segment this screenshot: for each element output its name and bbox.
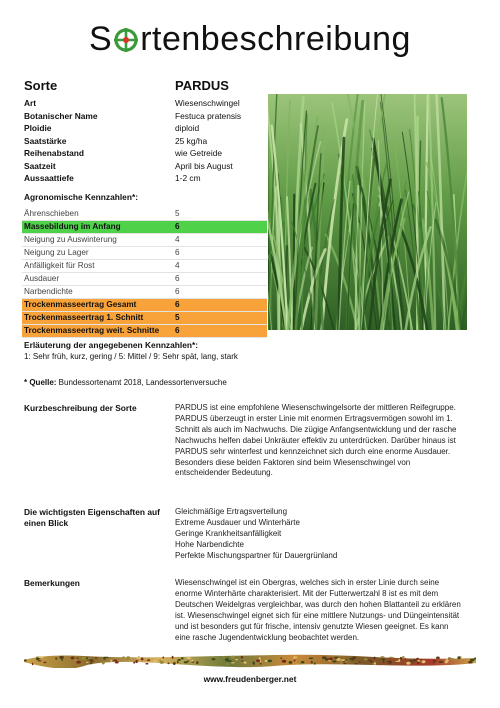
seed-banner — [24, 652, 476, 668]
text-line: Deutschen Weidelgras vergleichbar, was durch den hohen Blattanteil zu erklären — [175, 599, 461, 609]
text-line: Nachwuchs helfen dabei Unkräuter effektiv zu unterdrücken. Darüber hinaus ist — [175, 435, 456, 445]
row-value: 5 — [175, 209, 180, 218]
list-item: Geringe Krankheitsanfälligkeit — [175, 528, 282, 538]
list-item: Extreme Ausdauer und Winterhärte — [175, 517, 300, 527]
fact-value: 25 kg/ha — [175, 135, 208, 146]
table-row — [22, 299, 267, 312]
fact-value: wie Getreide — [175, 148, 223, 158]
row-value: 6 — [175, 326, 180, 335]
table-row — [22, 273, 267, 286]
explanation-heading: Erläuterung der angegebenen Kennzahlen*: — [24, 340, 199, 350]
list-item: Perfekte Mischungspartner für Dauergrünland — [175, 550, 338, 560]
text-line: PARDUS ist eine empfohlene Wiesenschwingelsorte der mittleren Reifegruppe. — [175, 403, 456, 412]
text-line: PARDUS sehr winterfest und kennzeichnet sich durch eine enorme Ausdauer. — [175, 446, 451, 456]
table-row — [22, 221, 267, 234]
agronomic-heading: Agronomische Kennzahlen*: — [24, 192, 139, 202]
fact-value: 1-2 cm — [175, 173, 201, 183]
fact-label: Saatstärke — [24, 135, 67, 146]
fact-label: Reihenabstand — [24, 148, 85, 158]
table-row — [22, 260, 267, 273]
row-value: 6 — [175, 287, 180, 296]
row-label: Neigung zu Lager — [24, 248, 89, 257]
table-row — [22, 208, 267, 221]
footer-url[interactable]: www.freudenberger.net — [203, 674, 297, 684]
table-row — [22, 234, 267, 247]
text-line: enorme Winterhärte charakterisiert. Mit der Futterwertzahl 8 ist es mit dem — [175, 588, 439, 598]
row-value: 6 — [175, 222, 180, 231]
bemerkungen-text — [175, 578, 467, 643]
kurzbeschreibung-text — [175, 403, 467, 479]
table-row — [22, 312, 267, 325]
fact-label: Aussaattiefe — [24, 173, 74, 183]
text-line: und ist besonders gut für frische, intensiv genutzte Wiesen geeignet. Es kann — [175, 621, 449, 631]
grass-image-icon — [268, 94, 467, 330]
grass-photo — [268, 94, 467, 330]
fact-label: Art — [24, 98, 37, 108]
text-line: Wiesenschwingel ist ein Obergras, welches sich in erster Linie durch seine — [175, 578, 440, 587]
bemerkungen-heading — [24, 578, 169, 589]
page-title — [0, 20, 500, 59]
fact-value: Festuca pratensis — [175, 110, 242, 121]
sorte-label: Sorte — [24, 78, 58, 93]
row-value: 4 — [175, 235, 180, 244]
fact-label: Botanischer Name — [24, 110, 98, 121]
row-label: Narbendichte — [24, 287, 73, 296]
title-suffix: rtenbeschreibung — [140, 20, 411, 58]
explanation-text: 1: Sehr früh, kurz, gering / 5: Mittel / 9: Sehr spät, lang, stark — [24, 352, 238, 361]
row-label: Ährenschieben — [24, 209, 79, 218]
text-line: Besonders diese beiden Faktoren sind beim Wiesenschwingel von — [175, 457, 411, 467]
title-prefix: S — [89, 20, 113, 58]
heading-line: Die wichtigsten Eigenschaften auf — [24, 507, 160, 517]
row-label: Trockenmasseertrag weit. Schnitte — [24, 326, 160, 335]
heading-line: einen Blick — [24, 518, 69, 528]
row-value: 6 — [175, 300, 180, 309]
eigenschaften-heading — [24, 507, 169, 529]
table-row — [22, 286, 267, 299]
text-line: eine rasche Jugendentwicklung beobachtet werden. — [175, 632, 360, 642]
fact-value: diploid — [175, 123, 200, 133]
heading-line: Kurzbeschreibung der Sorte — [24, 403, 137, 413]
seed-circle-logo-icon — [113, 27, 139, 53]
row-value: 6 — [175, 248, 180, 257]
row-value: 4 — [175, 261, 180, 270]
table-row — [22, 325, 267, 338]
fact-value: Wiesenschwingel — [175, 98, 240, 108]
fact-label: Saatzeit — [24, 160, 56, 171]
seed-banner-icon — [24, 652, 476, 668]
row-label: Trockenmasseertrag Gesamt — [24, 300, 137, 309]
text-line: Schnitt als auch im Nachwuchs. Die zügige Anfangsentwicklung und der rasche — [175, 424, 457, 434]
row-label: Neigung zu Auswinterung — [24, 235, 117, 244]
fact-value: April bis August — [175, 160, 233, 171]
row-label: Anfälligkeit für Rost — [24, 261, 95, 270]
heading-line: Bemerkungen — [24, 578, 80, 588]
row-label: Ausdauer — [24, 274, 60, 283]
list-item: Gleichmäßige Ertragsverteilung — [175, 507, 288, 516]
fact-label: Ploidie — [24, 123, 52, 133]
source-text: Bundessortenamt 2018, Landessortenversuche — [56, 378, 227, 387]
table-row — [22, 247, 267, 260]
list-item: Hohe Narbendichte — [175, 539, 244, 549]
row-value: 5 — [175, 313, 180, 322]
text-line: PARDUS überzeugt in erster Linie mit enormen Ertragsvermögen sowohl im 1. — [175, 413, 453, 423]
source-label: * Quelle: — [24, 378, 57, 387]
eigenschaften-list — [175, 507, 467, 562]
sorte-name: PARDUS — [175, 78, 229, 93]
text-line: entscheidender Bedeutung. — [175, 468, 273, 478]
row-label: Trockenmasseertrag 1. Schnitt — [24, 313, 144, 322]
agronomic-table — [22, 208, 267, 338]
source-note — [24, 378, 227, 387]
text-line: ist. Wiesenschwingel eignet sich für eine mittlere Nutzungs- und Düngeintensität — [175, 610, 460, 620]
row-label: Massebildung im Anfang — [24, 222, 121, 231]
kurzbeschreibung-heading — [24, 403, 169, 414]
row-value: 6 — [175, 274, 180, 283]
